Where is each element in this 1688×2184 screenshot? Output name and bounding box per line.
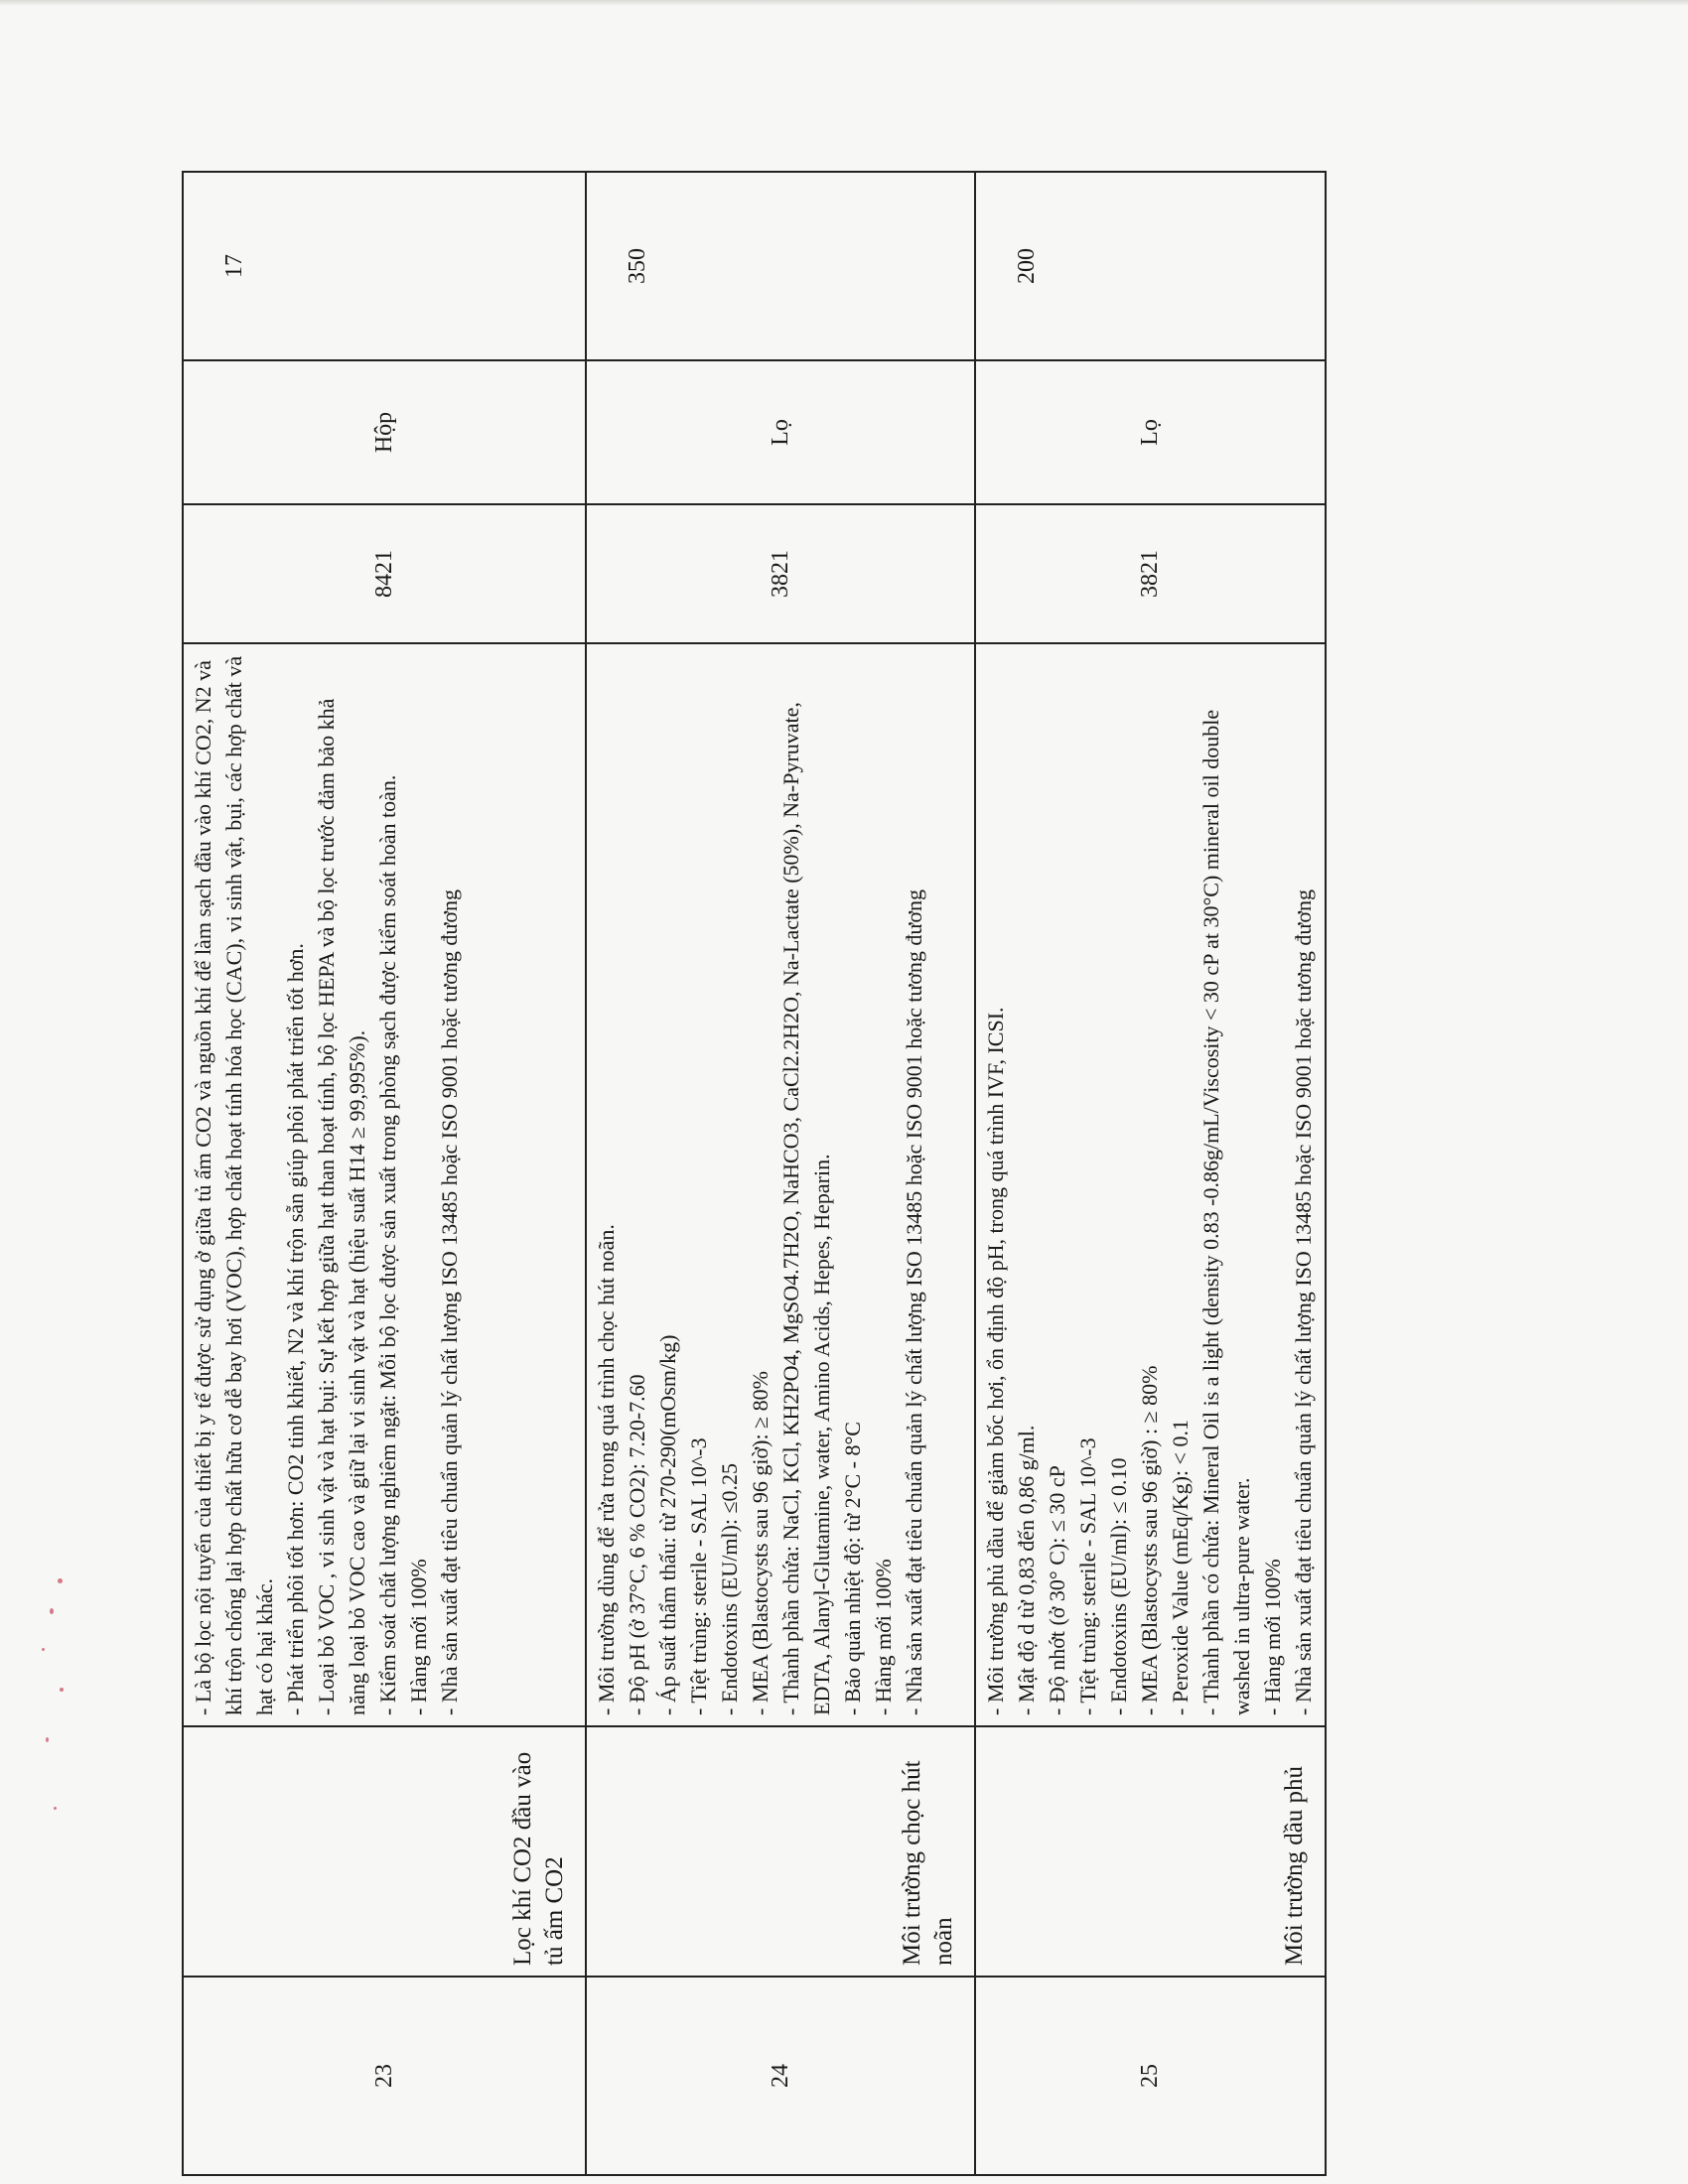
spec-line: - Bảo quản nhiệt độ: từ 2°C - 8°C (840, 1422, 865, 1715)
row-number: 24 (586, 1977, 975, 2175)
hs-code: 3821 (975, 504, 1326, 643)
spec-line: - Nhà sản xuất đạt tiêu chuẩn quản lý chất lượng ISO 13485 hoặc ISO 9001 hoặc tương đương (902, 889, 926, 1715)
unit: Lọ (975, 360, 1326, 504)
spec-line: - Hàng mới 100% (1260, 1559, 1285, 1715)
spec-line: - Độ nhớt (ở 30° C): ≤ 30 cP (1045, 1465, 1069, 1715)
table-row (975, 172, 1326, 2175)
quantity: 17 (183, 172, 586, 360)
product-name: Môi trường dầu phủ (975, 1726, 1326, 1977)
spec-line: - Mật độ d từ 0,83 đến 0,86 g/ml. (1014, 1425, 1039, 1715)
spec-line: - Loại bỏ VOC , vi sinh vật và hạt bụi: Sự kết hợp giữa hạt than hoạt tính, bộ lọc HEPA và bộ lọc trước đảm bảo khả năng loại bỏ VOC cao và giữ lại vi sinh vật và hạt (hiệu suất H14 ≥ 99,995%). (314, 698, 369, 1715)
unit: Hộp (183, 360, 586, 504)
ink-specks (38, 1578, 77, 1876)
spec-line: - Endotoxins (EU/ml): ≤0.25 (717, 1462, 742, 1715)
spec-line: - Hàng mới 100% (406, 1559, 431, 1715)
row-number: 25 (975, 1977, 1326, 2175)
spec-line: - Peroxide Value (mEq/Kg): < 0.1 (1168, 1420, 1193, 1715)
product-spec-table (182, 171, 1327, 2176)
spec-line: - Môi trường dùng để rửa trong quá trình chọc hút noãn. (594, 1224, 619, 1715)
row-number: 23 (183, 1977, 586, 2175)
spec-line: - Tiệt trùng: sterile - SAL 10^-3 (686, 1437, 711, 1715)
spec-line: - Độ pH (ở 37°C, 6 % CO2): 7.20-7.60 (625, 1374, 649, 1715)
product-name: Lọc khí CO2 đầu vào tủ ấm CO2 (183, 1726, 586, 1977)
spec-line: - Môi trường phủ dầu để giảm bốc hơi, ổn định độ pH, trong quá trình IVF, ICSI. (983, 1007, 1008, 1715)
quantity: 200 (975, 172, 1326, 360)
product-spec (183, 643, 586, 1726)
unit: Lọ (586, 360, 975, 504)
product-name: Môi trường chọc hút noãn (586, 1726, 975, 1977)
spec-line: - Thành phần có chứa: Mineral Oil is a light (density 0.83 -0.86g/mL/Viscosity < 30 cP at 30°C) mineral oil double washed in ultra-pure water. (1198, 709, 1254, 1715)
spec-line: - Thành phần chứa: NaCl, KCl, KH2PO4, MgSO4.7H2O, NaHCO3, CaCl2.2H2O, Na-Lactate (50%), Na-Pyruvate, EDTA, Alanyl-Glutamine, water, Amino Acids, Hepes, Heparin. (778, 702, 834, 1715)
spec-line: - Áp suất thẩm thấu: từ 270-290(mOsm/kg) (655, 1334, 680, 1715)
spec-line: - Phát triển phôi tốt hơn: CO2 tinh khiết, N2 và khí trộn sẵn giúp phôi phát triển tốt hơn. (283, 943, 308, 1715)
spec-line: - Là bộ lọc nội tuyến của thiết bị y tế được sử dụng ở giữa tủ ấm CO2 và nguồn khí để làm sạch đầu vào khí CO2, N2 và khí trộn chống lại hợp chất hữu cơ dễ bay hơi (VOC), hợp chất hoạt tính hóa học (CAC), vi sinh vật, bụi, các hợp chất và hạt có hại khác. (191, 655, 277, 1715)
spec-line: - Nhà sản xuất đạt tiêu chuẩn quản lý chất lượng ISO 13485 hoặc ISO 9001 hoặc tương đương (437, 889, 462, 1715)
spec-line: - Tiệt trùng: sterile - SAL 10^-3 (1075, 1437, 1100, 1715)
quantity: 350 (586, 172, 975, 360)
table-row (586, 172, 975, 2175)
product-spec (586, 643, 975, 1726)
spec-line: - Nhà sản xuất đạt tiêu chuẩn quản lý chất lượng ISO 13485 hoặc ISO 9001 hoặc tương đương (1291, 889, 1316, 1715)
spec-line: - Endotoxins (EU/ml): ≤ 0.10 (1106, 1457, 1131, 1715)
product-spec (975, 643, 1326, 1726)
hs-code: 8421 (183, 504, 586, 643)
rotated-table-wrapper (182, 173, 1324, 2176)
scan-top-edge (0, 0, 1688, 6)
spec-line: - MEA (Blastocysts sau 96 giờ) : ≥ 80% (1137, 1365, 1162, 1715)
hs-code: 3821 (586, 504, 975, 643)
spec-line: - Kiểm soát chất lượng nghiêm ngặt: Mỗi bộ lọc được sản xuất trong phòng sạch được kiểm soát hoàn toàn. (375, 774, 400, 1715)
spec-line: - MEA (Blastocysts sau 96 giờ): ≥ 80% (748, 1371, 773, 1715)
table-row (183, 172, 586, 2175)
spec-line: - Hàng mới 100% (871, 1559, 896, 1715)
